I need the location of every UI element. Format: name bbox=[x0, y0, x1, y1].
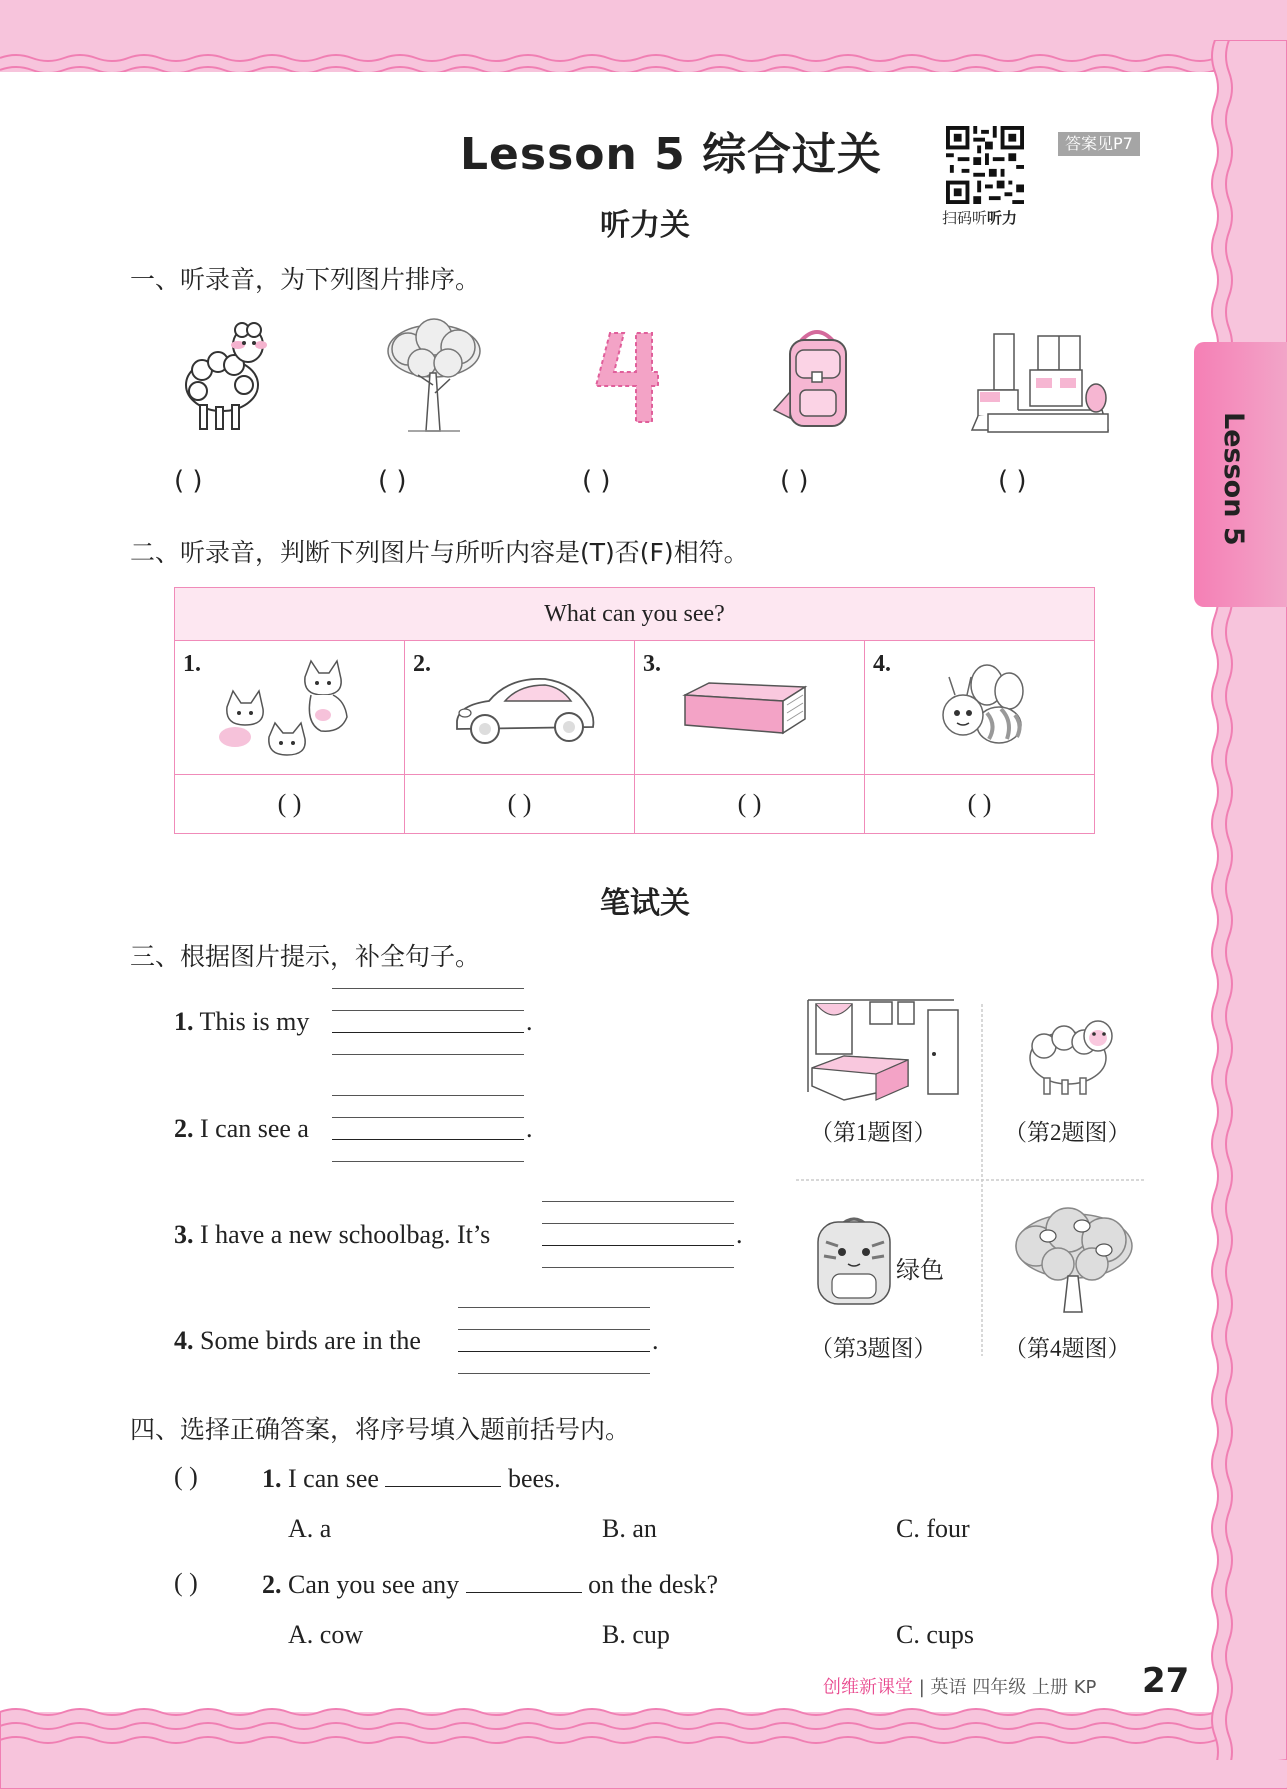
tree-with-birds-icon bbox=[1008, 1206, 1140, 1316]
bedroom-icon bbox=[968, 330, 1112, 442]
cats-icon bbox=[215, 653, 365, 763]
schoolbag-picture-icon bbox=[812, 1212, 896, 1308]
car-icon bbox=[449, 669, 599, 751]
q2-answer-1[interactable]: ( ) bbox=[175, 775, 405, 834]
q4-1-option-c[interactable]: C. four bbox=[896, 1514, 970, 1543]
answer-reference-tag: 答案见P7 bbox=[1058, 132, 1140, 156]
q2-item-4 bbox=[865, 641, 1095, 775]
q4-2-option-b[interactable]: B. cup bbox=[602, 1620, 670, 1649]
listening-section-title: 听力关 bbox=[600, 208, 690, 243]
q3-end-1: . bbox=[526, 1007, 533, 1036]
q3-writing-line-3[interactable] bbox=[542, 1201, 734, 1267]
bottom-wave-border bbox=[0, 1700, 1287, 1789]
q3-color-hint: 绿色 bbox=[896, 1258, 944, 1284]
sheep-icon bbox=[172, 315, 280, 437]
q2-item-number: 1. bbox=[183, 651, 201, 677]
q3-sentence-4: 4. Some birds are in the bbox=[174, 1326, 421, 1355]
number-four-icon bbox=[588, 328, 662, 428]
q4-answer-paren-2[interactable]: ( ) bbox=[174, 1568, 198, 1597]
page-number: 27 bbox=[1142, 1661, 1190, 1701]
q3-sentence-1: 1. This is my bbox=[174, 1007, 310, 1036]
q3-writing-line-2[interactable] bbox=[332, 1095, 524, 1161]
q4-2-option-c[interactable]: C. cups bbox=[896, 1620, 974, 1649]
q2-answer-4[interactable]: ( ) bbox=[865, 775, 1095, 834]
q3-sentence-2: 2. I can see a bbox=[174, 1114, 309, 1143]
q4-1-option-a[interactable]: A. a bbox=[288, 1514, 332, 1543]
q4-blank-2[interactable] bbox=[466, 1568, 582, 1593]
q2-table bbox=[174, 587, 1095, 834]
q3-writing-line-1[interactable] bbox=[332, 988, 524, 1054]
q2-item-number: 3. bbox=[643, 651, 661, 677]
q1-answer-2[interactable]: ( ) bbox=[378, 466, 407, 496]
q3-end-2: . bbox=[526, 1114, 533, 1143]
q4-question-1: 1. I can see bees. bbox=[262, 1464, 561, 1493]
q1-answer-3[interactable]: ( ) bbox=[582, 466, 611, 496]
q4-answer-paren-1[interactable]: ( ) bbox=[174, 1462, 198, 1491]
q2-answer-2[interactable]: ( ) bbox=[405, 775, 635, 834]
lesson-side-tab: Lesson 5 bbox=[1194, 342, 1287, 607]
q3-end-3: . bbox=[736, 1220, 743, 1249]
q3-image-label-4: （第4题图） bbox=[1004, 1336, 1131, 1361]
q4-heading: 四、选择正确答案，将序号填入题前括号内。 bbox=[130, 1415, 631, 1444]
q4-2-option-a[interactable]: A. cow bbox=[288, 1620, 364, 1649]
footer-brand: 创维新课堂 bbox=[823, 1677, 913, 1698]
q1-answer-4[interactable]: ( ) bbox=[780, 466, 809, 496]
q2-item-3 bbox=[635, 641, 865, 775]
q3-sentence-3: 3. I have a new schoolbag. It’s bbox=[174, 1220, 491, 1249]
tree-icon bbox=[378, 315, 490, 437]
bedroom-picture-icon bbox=[804, 996, 974, 1106]
q1-answer-5[interactable]: ( ) bbox=[998, 466, 1027, 496]
q2-item-2 bbox=[405, 641, 635, 775]
right-wave-border bbox=[1185, 40, 1287, 1760]
q3-writing-line-4[interactable] bbox=[458, 1307, 650, 1373]
q2-table-header: What can you see? bbox=[175, 588, 1095, 641]
q1-heading: 一、听录音，为下列图片排序。 bbox=[130, 265, 481, 294]
footer: 创维新课堂 | 英语 四年级 上册 KP bbox=[823, 1677, 1097, 1698]
q2-heading: 二、听录音，判断下列图片与所听内容是(T)否(F)相符。 bbox=[130, 538, 749, 567]
q3-end-4: . bbox=[652, 1326, 659, 1355]
q2-item-number: 2. bbox=[413, 651, 431, 677]
book-icon bbox=[679, 681, 809, 737]
qr-code-icon[interactable] bbox=[946, 126, 1024, 204]
bee-icon bbox=[931, 663, 1031, 759]
q1-answer-1[interactable]: ( ) bbox=[174, 466, 203, 496]
q3-image-label-2: （第2题图） bbox=[1004, 1120, 1131, 1145]
writing-section-title: 笔试关 bbox=[600, 886, 690, 921]
q4-1-option-b[interactable]: B. an bbox=[602, 1514, 657, 1543]
q3-image-label-3: （第3题图） bbox=[810, 1336, 937, 1361]
q3-image-label-1: （第1题图） bbox=[810, 1120, 937, 1145]
sheep-picture-icon bbox=[1022, 1010, 1122, 1100]
q4-blank-1[interactable] bbox=[385, 1462, 501, 1487]
q3-heading: 三、根据图片提示，补全句子。 bbox=[130, 942, 481, 971]
q2-answer-3[interactable]: ( ) bbox=[635, 775, 865, 834]
q4-question-2: 2. Can you see any on the desk? bbox=[262, 1570, 719, 1599]
schoolbag-icon bbox=[768, 322, 866, 434]
q2-item-1 bbox=[175, 641, 405, 775]
footer-info: 英语 四年级 上册 KP bbox=[930, 1677, 1097, 1698]
qr-label: 扫码听听力 bbox=[942, 209, 1018, 227]
page-title: Lesson 5 综合过关 bbox=[460, 129, 883, 180]
q2-item-number: 4. bbox=[873, 651, 891, 677]
